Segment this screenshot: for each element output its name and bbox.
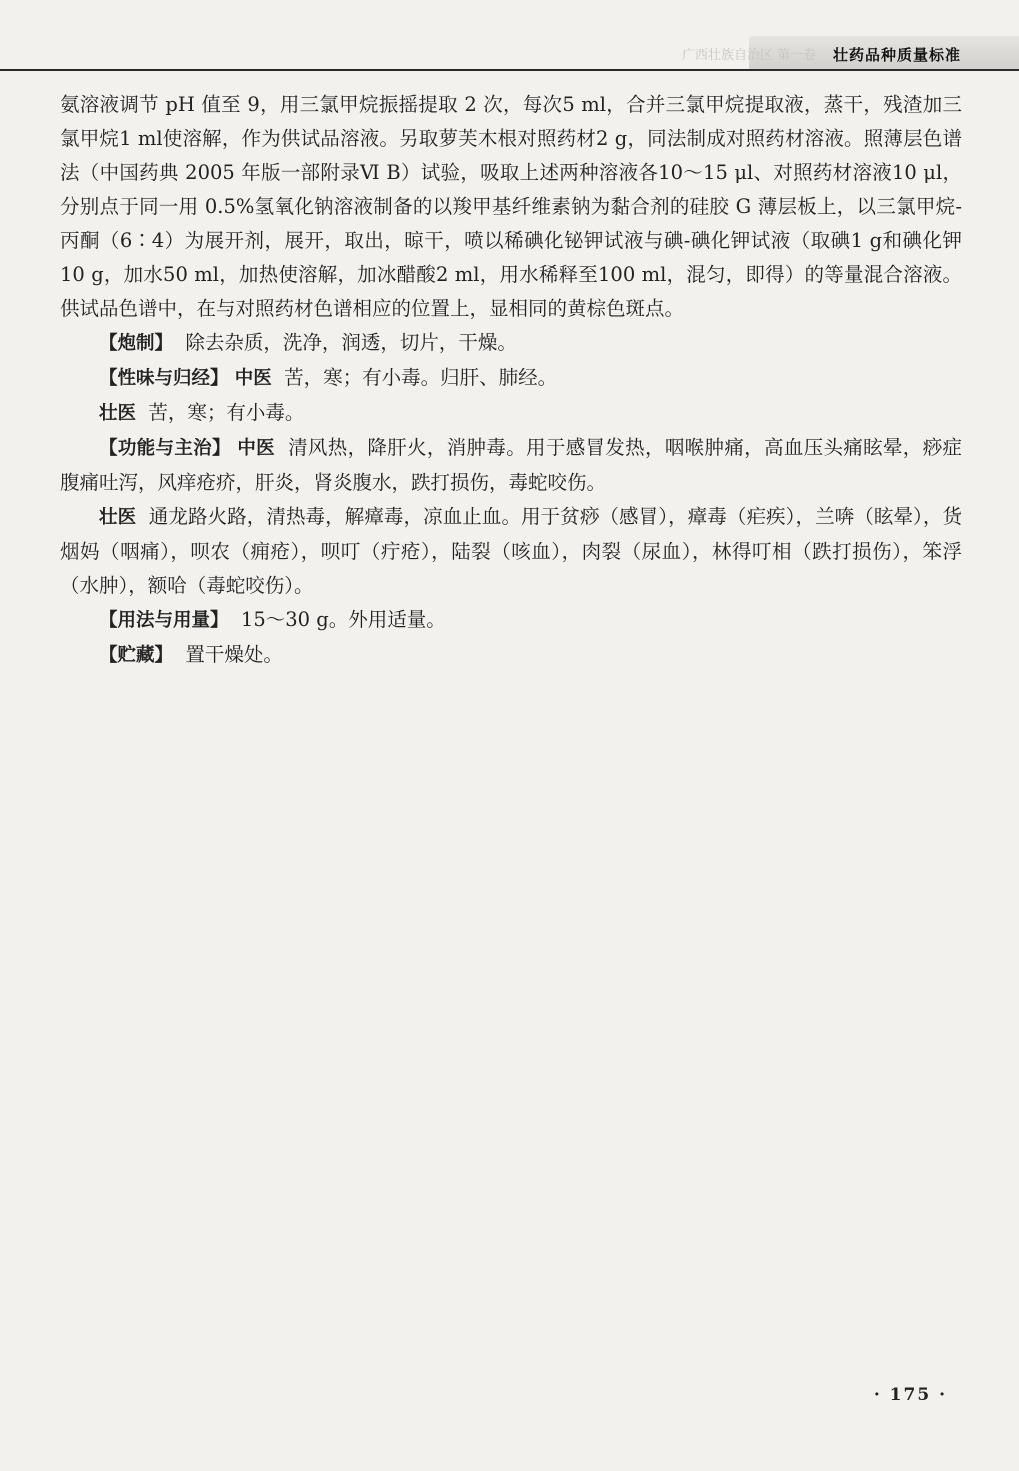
section-usage-dosage — [60, 603, 962, 638]
page-number: · 175 · — [873, 1385, 947, 1405]
section-nature-meridian — [60, 361, 962, 396]
page-content — [60, 88, 962, 673]
section-storage — [60, 638, 962, 673]
section-label-nature-meridian: 【性味与归经】 — [99, 368, 229, 389]
section-function-indication — [60, 431, 962, 500]
header-ghost-text: 广西壮族自治区 第一卷 — [682, 48, 817, 63]
section-label-function: 【功能与主治】 — [99, 438, 231, 459]
nature-zhuang-text: 苦，寒；有小毒。 — [148, 401, 305, 424]
section-function-zhuang — [60, 500, 962, 603]
section-label-usage: 【用法与用量】 — [99, 610, 229, 631]
paragraph-tlc-test: 氨溶液调节 pH 值至 9，用三氯甲烷振摇提取 2 次，每次5 ml，合并三氯甲烷提取液，蒸干，残渣加三氯甲烷1 ml使溶解，作为供试品溶液。另取萝芙木根对照药材2 g，同法制成对照药材溶液。照薄层色谱法（中国药典 2005 年版一部附录Ⅵ B）试验，吸取上述两种溶液各10～15 μl、对照药材溶液10 μl，分别点于同一用 0.5%氢氧化钠溶液制备的以羧甲基纤维素钠为黏合剂的硅胶 G 薄层板上，以三氯甲烷-丙酮（6∶4）为展开剂，展开，取出，晾干，喷以稀碘化铋钾试液与碘-碘化钾试液（取碘1 g和碘化钾10 g，加水50 ml，加热使溶解，加冰醋酸2 ml，用水稀释至100 ml，混匀，即得）的等量混合溶液。供试品色谱中，在与对照药材色谱相应的位置上，显相同的黄棕色斑点。 — [60, 93, 962, 320]
sublabel-tcm: 中医 — [237, 438, 276, 459]
sublabel-zhuang: 壮医 — [99, 507, 137, 528]
sublabel-zhuang: 壮医 — [99, 403, 137, 424]
section-processing — [60, 326, 962, 361]
storage-text: 置干燥处。 — [185, 643, 283, 666]
processing-text: 除去杂质，洗净，润透，切片，干燥。 — [185, 331, 517, 354]
section-label-processing: 【炮制】 — [99, 333, 174, 354]
function-tcm-text: 清风热，降肝火，消肿毒。用于感冒发热，咽喉肿痛，高血压头痛眩晕，痧症腹痛吐泻，风痒疮疥，肝炎，肾炎腹水，跌打损伤，毒蛇咬伤。 — [60, 436, 962, 494]
section-nature-zhuang — [60, 396, 962, 431]
header-rule — [0, 69, 1019, 71]
sublabel-tcm: 中医 — [234, 368, 272, 389]
running-header-title: 壮药品种质量标准 — [832, 46, 961, 64]
function-zhuang-text: 通龙路火路，清热毒，解瘴毒，凉血止血。用于贫痧（感冒），瘴毒（疟疾），兰喯（眩晕），货烟妈（咽痛），呗农（痈疮），呗叮（疔疮），陆裂（咳血），肉裂（尿血），林得叮相（跌打损伤），笨浮（水肿），额哈（毒蛇咬伤）。 — [60, 505, 962, 597]
nature-tcm-text: 苦，寒；有小毒。归肝、肺经。 — [284, 366, 558, 389]
usage-text: 15～30 g。外用适量。 — [240, 608, 446, 631]
section-label-storage: 【贮藏】 — [99, 645, 174, 666]
